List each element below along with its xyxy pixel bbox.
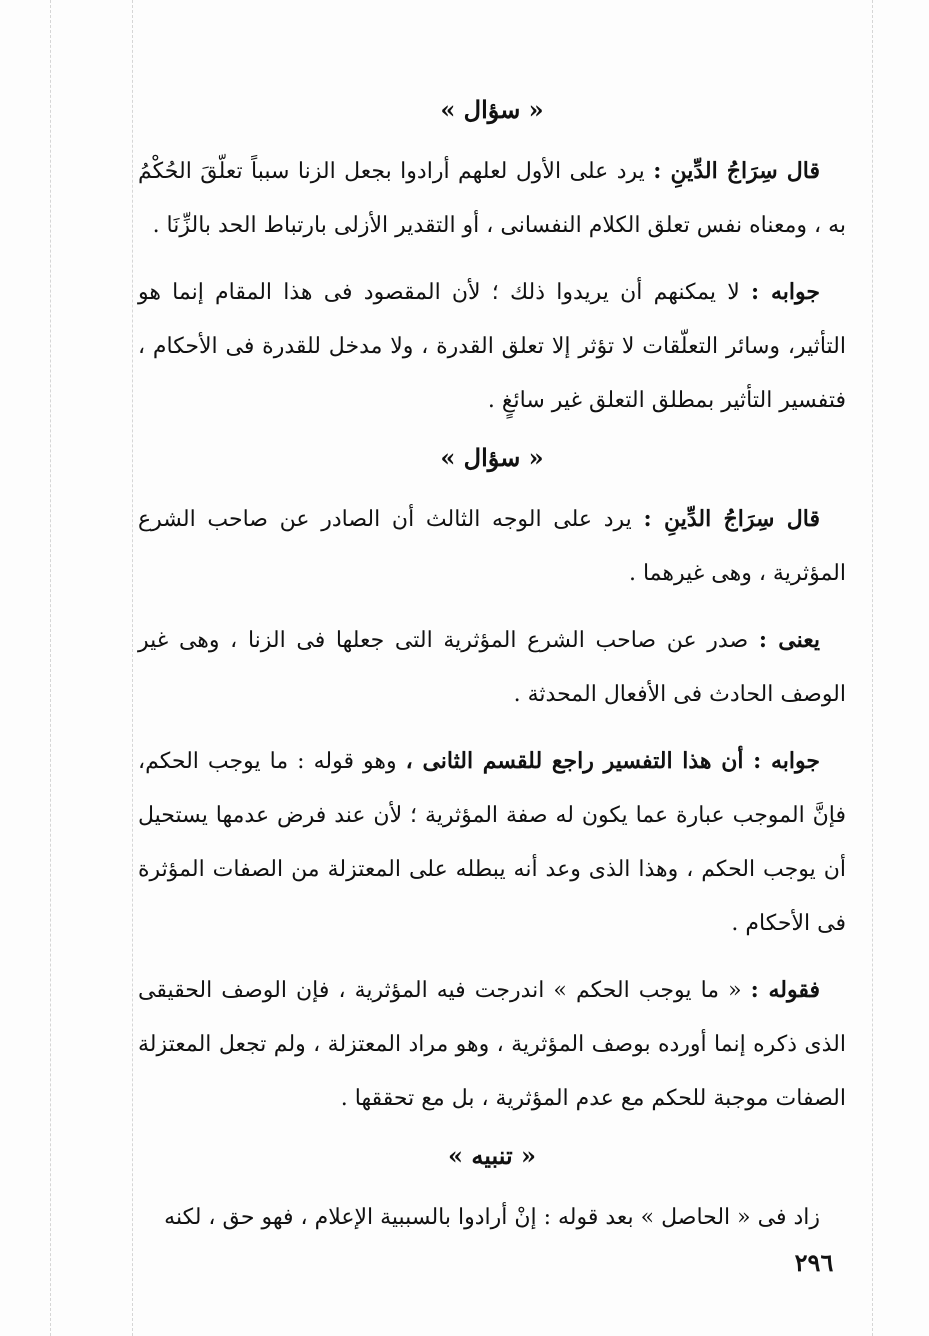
paragraph-5 <box>138 734 846 951</box>
paragraph-body: لا يمكنهم أن يريدوا ذلك ؛ لأن المقصود فى هذا المقام إنما هو التأثير، وسائر التعلّقات لا تؤثر إلا تعلق القدرة ، ولا مدخل للقدرة فى الأحكام ، فتفسير التأثير بمطلق التعلق غير سائغٍ . <box>138 280 846 413</box>
paragraph-3 <box>138 492 846 601</box>
paragraph-6 <box>138 963 846 1126</box>
section-heading-question-2: « سؤال » <box>440 443 544 472</box>
paragraph-body: صدر عن صاحب الشرع المؤثرية التى جعلها فى الزنا ، وهى غير الوصف الحادث فى الأفعال المحدثة . <box>138 628 846 707</box>
page-number: ٢٩٦ <box>794 1248 834 1277</box>
paragraph-4 <box>138 613 846 722</box>
paragraph-lead: جوابه : أن هذا التفسير راجع للقسم الثانى ، <box>405 748 820 774</box>
paragraph-body: يرد على الوجه الثالث أن الصادر عن صاحب الشرع المؤثرية ، وهى غيرهما . <box>138 507 846 586</box>
margin-guide-inner <box>132 0 133 1336</box>
paragraph-2 <box>138 265 846 428</box>
paragraph-1 <box>138 144 846 253</box>
section-heading-question-1: « سؤال » <box>440 95 544 124</box>
paragraph-lead: قال سِرَاجُ الدِّينِ : <box>643 506 820 532</box>
paragraph-lead: يعنى : <box>758 627 820 653</box>
paragraph-body: وهو قوله : ما يوجب الحكم، فإنَّ الموجب عبارة عما يكون له صفة المؤثرية ؛ لأن عند فرض عدمها يستحيل أن يوجب الحكم ، وهذا الذى وعد أنه يبطله على المعتزلة من الصفات المؤثرة فى الأحكام . <box>138 749 846 936</box>
paragraph-7 <box>138 1190 846 1245</box>
section-heading-note: « تنبيه » <box>448 1141 536 1170</box>
paragraph-lead: قال سِرَاجُ الدِّينِ : <box>653 158 821 184</box>
paragraph-body: « ما يوجب الحكم » اندرجت فيه المؤثرية ، فإن الوصف الحقيقى الذى ذكره إنما أورده بوصف المؤثرية ، وهو مراد المعتزلة ، ولم تجعل المعتزلة الصفات موجبة للحكم مع عدم المؤثرية ، بل مع تحققها . <box>138 978 846 1111</box>
margin-guide-left <box>50 0 51 1336</box>
page-text <box>138 92 846 1257</box>
margin-guide-right <box>872 0 873 1336</box>
paragraph-body: زاد فى « الحاصل » بعد قوله : إنْ أرادوا بالسببية الإعلام ، فهو حق ، لكنه <box>164 1205 820 1230</box>
paragraph-lead: فقوله : <box>750 977 820 1003</box>
paragraph-body: يرد على الأول لعلهم أرادوا بجعل الزنا سبباً تعلّقَ الحُكْمُ به ، ومعناه نفس تعلق الكلام النفسانى ، أو التقدير الأزلى بارتباط الحد بالزِّنَا . <box>138 159 846 238</box>
paragraph-lead: جوابه : <box>751 279 820 305</box>
